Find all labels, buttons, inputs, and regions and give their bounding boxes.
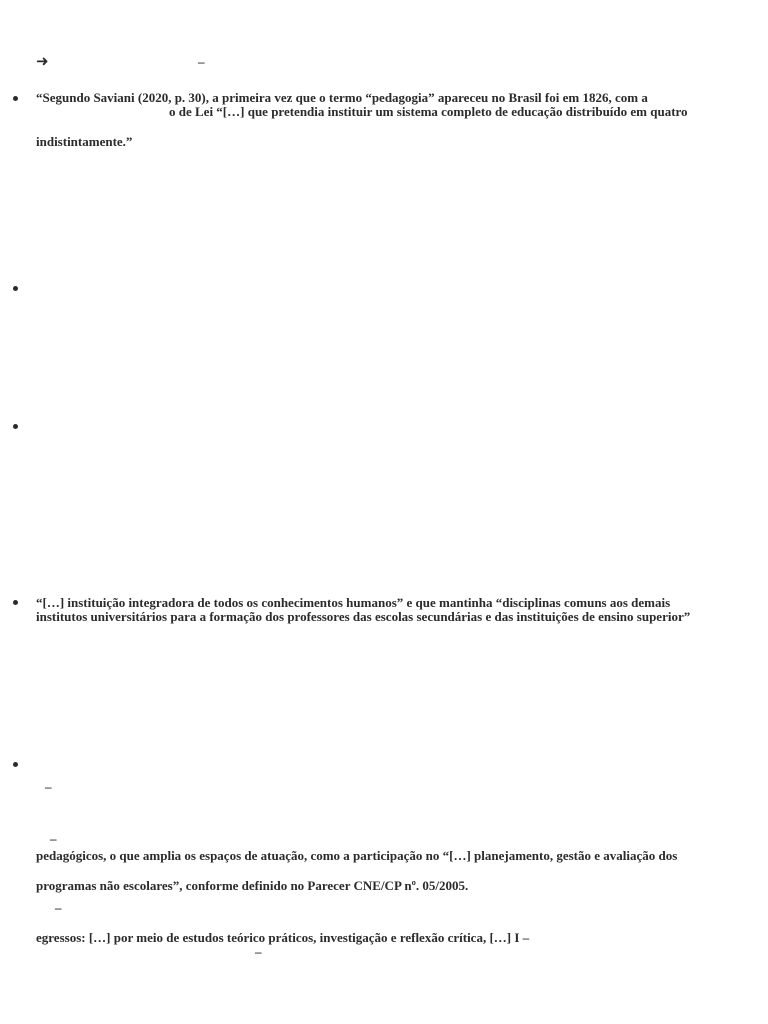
bullet-3 — [13, 424, 18, 429]
arrow-right-icon: ➜ — [36, 52, 49, 70]
item-5-line-3: egressos: […] por meio de estudos teórico práticos, investigação e reflexão crítica, […] I – — [36, 930, 530, 945]
item-1-line-2: o de Lei “[…] que pretendia instituir um sistema completo de educação distribuído em quatro — [169, 104, 688, 119]
item-5-dash-d: – — [255, 944, 262, 959]
item-4-line-1: “[…] instituição integradora de todos os conhecimentos humanos” e que mantinha “disciplinas comuns aos demais — [36, 595, 671, 610]
item-5-dash-b: – — [50, 831, 57, 846]
item-1-line-1: “Segundo Saviani (2020, p. 30), a primeira vez que o termo “pedagogia” apareceu no Brasil foi em 1826, com a — [36, 90, 648, 105]
item-5-dash-c: – — [55, 900, 62, 915]
item-5-line-2: programas não escolares”, conforme definido no Parecer CNE/CP nº. 05/2005. — [36, 878, 469, 893]
bullet-1 — [13, 96, 18, 101]
item-5-line-1: pedagógicos, o que amplia os espaços de atuação, como a participação no “[…] planejamento, gestão e avaliação dos — [36, 848, 678, 863]
bullet-4 — [13, 600, 18, 605]
item-1-line-3: indistintamente.” — [36, 134, 133, 149]
item-4-line-2: institutos universitários para a formação dos professores das escolas secundárias e das instituições de ensino superior” — [36, 609, 691, 624]
bullet-5 — [13, 762, 18, 767]
item-5-dash-a: – — [45, 779, 52, 794]
bullet-2 — [13, 286, 18, 291]
header-dash: – — [198, 54, 205, 69]
